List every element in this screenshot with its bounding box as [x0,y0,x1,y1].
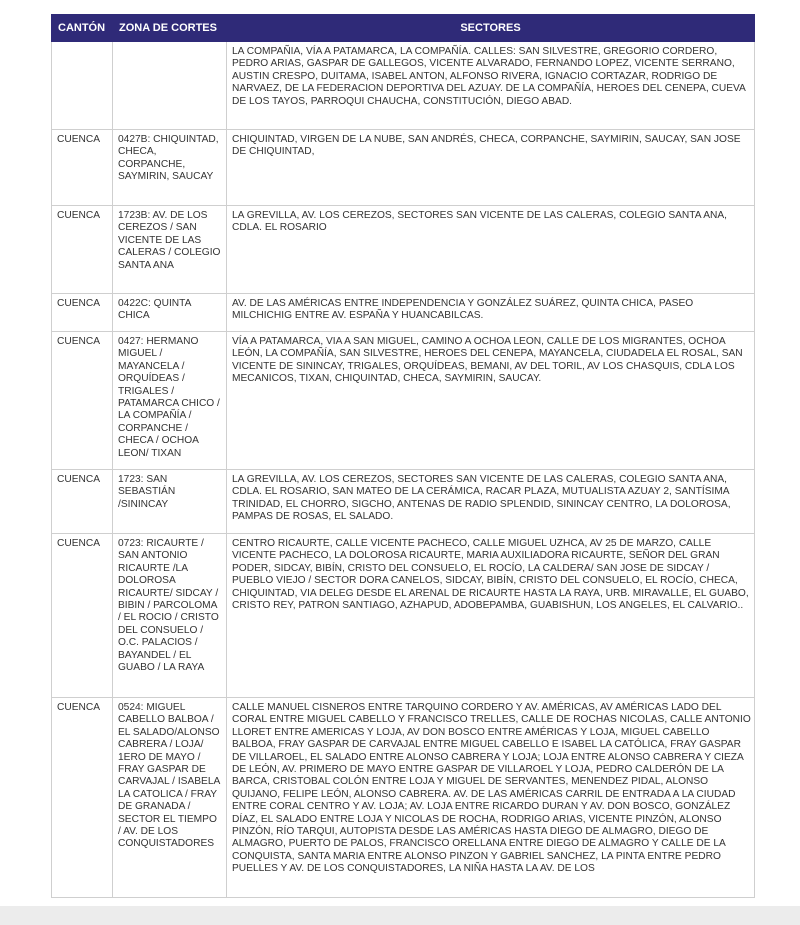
table-header-row [52,15,755,42]
cell-canton: CUENCA [52,130,113,206]
cell-zona: 0524: MIGUEL CABELLO BALBOA / EL SALADO/ALONSO CABRERA / LOJA/ 1ERO DE MAYO / FRAY GASPAR DE CARVAJAL / ISABELA LA CATOLICA / FRAY DE GRANADA / SECTOR EL TIEMPO / AV. DE LOS CONQUISTADORES [113,698,227,898]
table-row [52,332,755,470]
cell-canton: CUENCA [52,698,113,898]
cell-sectores: VÍA A PATAMARCA, VIA A SAN MIGUEL, CAMINO A OCHOA LEON, CALLE DE LOS MIGRANTES, OCHOA LEÓN, LA COMPAÑÍA, SAN SILVESTRE, HEROES DEL CENEPA, MAYANCELA, CIUDADELA EL ROSAL, SAN VICENTE DE SININCAY, TRIGALES, ORQUÍDEAS, BEMANI, AV DEL TORIL, AV LOS CHASQUIS, CDLA LOS MECANICOS, TIXAN, CHIQUINTAD, CHECA, SAYMIRIN, SAUCAY. [227,332,755,470]
cell-zona: 0427: HERMANO MIGUEL / MAYANCELA / ORQUÍDEAS / TRIGALES / PATAMARCA CHICO / LA COMPAÑÍA / CORPANCHE / CHECA / OCHOA LEON/ TIXAN [113,332,227,470]
cell-canton: CUENCA [52,206,113,294]
cell-zona: 0723: RICAURTE / SAN ANTONIO RICAURTE /LA DOLOROSA RICAURTE/ SIDCAY / BIBIN / PARCOLOMA / EL ROCIO / CRISTO DEL CONSUELO / O.C. PALACIOS / BAYANDEL / EL GUABO / LA RAYA [113,534,227,698]
table-row [52,42,755,130]
cell-sectores: LA GREVILLA, AV. LOS CEREZOS, SECTORES SAN VICENTE DE LAS CALERAS, COLEGIO SANTA ANA, CDLA. EL ROSARIO [227,206,755,294]
cell-canton: CUENCA [52,534,113,698]
cell-zona: 0422C: QUINTA CHICA [113,294,227,332]
cell-canton: CUENCA [52,332,113,470]
cell-sectores: CALLE MANUEL CISNEROS ENTRE TARQUINO CORDERO Y AV. AMÉRICAS, AV AMÉRICAS LADO DEL CORAL ENTRE MIGUEL CABELLO Y FRANCISCO TRELLES, CALLE DE ROCHAS NICOLAS, CALLE ANTONIO LLORET ENTRE AMERICAS Y LOJA, AV DON BOSCO ENTRE AMÉRICAS Y LOJA, MIGUEL CABELLO BALBOA, FRAY GASPAR DE CARVAJAL ENTRE MIGUEL CABELLO E ISABEL LA CATÓLICA, FRAY GASPAR DE VILLAROEL, EL SALADO ENTRE ALONSO CABRERA Y LOJA; LOJA ENTRE ALONSO CABRERA Y CIEZA DE LEÓN, AV. PRIMERO DE MAYO ENTRE GASPAR DE VILLAROEL Y LOJA, PEDRO CALDERÓN DE LA BARCA, CRISTOBAL COLÓN ENTRE LOJA Y MIGUEL DE SERVANTES, MENENDEZ PIDAL, ALONSO QUIJANO, FELIPE LEÓN, ALONSO CABRERA. AV. DE LAS AMÉRICAS CARRIL DE ENTRADA A LA CIUDAD ENTRE CORAL CENTRO Y AV. LOJA; AV. LOJA ENTRE RICARDO DURAN Y AV. DON BOSCO, GONZÁLEZ DÍAZ, EL SALADO ENTRE LOJA Y NICOLAS DE ROCHA, RODRIGO ARIAS, VICENTE PINZÓN, ALONSO PINZÓN, RÍO TARQUI, AUTOPISTA DESDE LAS AMÉRICAS HASTA DIEGO DE ALMAGRO, DIEGO DE ALMAGRO, PUERTO DE PALOS, FRANCISCO ORELLANA ENTRE DIEGO DE ALMAGRO Y CALLE DE LA CONQUISTA, SANTA MARIA ENTRE ALONSO PINZON Y GABRIEL SANCHEZ, LA PINTA ENTRE PEDRO PUELLES Y AV. DE LOS CONQUISTADORES, LA NIÑA HASTA LA AV. DE LOS [227,698,755,898]
page-bottom-margin [0,906,800,925]
cell-canton: CUENCA [52,294,113,332]
cell-sectores: AV. DE LAS AMÉRICAS ENTRE INDEPENDENCIA Y GONZÁLEZ SUÁREZ, QUINTA CHICA, PASEO MILCHICHIG ENTRE AV. ESPAÑA Y HUANCABILCAS. [227,294,755,332]
cell-sectores: CHIQUINTAD, VIRGEN DE LA NUBE, SAN ANDRÉS, CHECA, CORPANCHE, SAYMIRIN, SAUCAY, SAN JOSE DE CHIQUINTAD, [227,130,755,206]
header-sectores: SECTORES [227,15,755,42]
cell-zona: 0427B: CHIQUINTAD, CHECA, CORPANCHE, SAYMIRIN, SAUCAY [113,130,227,206]
cell-zona: 1723B: AV. DE LOS CEREZOS / SAN VICENTE DE LAS CALERAS / COLEGIO SANTA ANA [113,206,227,294]
cell-sectores: CENTRO RICAURTE, CALLE VICENTE PACHECO, CALLE MIGUEL UZHCA, AV 25 DE MARZO, CALLE VICENTE PACHECO, LA DOLOROSA RICAURTE, MARIA AUXILIADORA RICAURTE, SEÑOR DEL GRAN PODER, SIDCAY, BIBÍN, CRISTO DEL CONSUELO, EL ROCÍO, LA CALDERA/ SAN JOSE DE SIDCAY / PUEBLO VIEJO / SECTOR DORA CANELOS, SIDCAY, BIBÍN, CRISTO DEL CONSUELO, EL ROCÍO, CHECA, CHIQUINTAD, VIA DELEG DESDE EL ARENAL DE RICAURTE HASTA LA RAYA, URB. MIRAVALLE, EL GUABO, CRISTO REY, PATRON SANTIAGO, AZHAPUD, ADOBEPAMBA, GUABISHUN, LOS ANGELES, EL CALVARIO.. [227,534,755,698]
cell-canton [52,42,113,130]
cell-zona: 1723: SAN SEBASTIÁN /SININCAY [113,470,227,534]
cell-sectores: LA GREVILLA, AV. LOS CEREZOS, SECTORES SAN VICENTE DE LAS CALERAS, COLEGIO SANTA ANA, CDLA. EL ROSARIO, SAN MATEO DE LA CERÁMICA, RACAR PLAZA, MUTUALISTA AZUAY 2, SANTÍSIMA TRINIDAD, EL CHORRO, SIGCHO, ANTENAS DE RADIO SPLENDID, SININCAY CENTRO, LA DOLOROSA, PAMPAS DE ROSAS, EL SALADO. [227,470,755,534]
outage-sectors-table [51,14,755,898]
table-row [52,470,755,534]
table-row [52,698,755,898]
cell-canton: CUENCA [52,470,113,534]
table-row [52,206,755,294]
header-zona-de-cortes: ZONA DE CORTES [113,15,227,42]
table-row [52,294,755,332]
cell-sectores: LA COMPAÑIA, VÍA A PATAMARCA, LA COMPAÑÍA. CALLES: SAN SILVESTRE, GREGORIO CORDERO, PEDRO ARIAS, GASPAR DE GALLEGOS, VICENTE ALVARADO, FERNANDO LOPEZ, VICENTE SERRANO, AUSTIN CRESPO, DUITAMA, ISABEL ANTON, ALFONSO RIVERA, IGNACIO CORTAZAR, RODRIGO DE NARVAEZ, DE LA FEDERACION DEPORTIVA DEL AZUAY. DE LA COMPAÑÍA, HEROES DEL CENEPA, CUEVA DE LOS TAYOS, PARROQUI CHAUCHA, CONSTITUCIÓN, DIEGO ABAD. [227,42,755,130]
cell-zona [113,42,227,130]
header-canton: CANTÓN [52,15,113,42]
table-row [52,534,755,698]
table-row [52,130,755,206]
